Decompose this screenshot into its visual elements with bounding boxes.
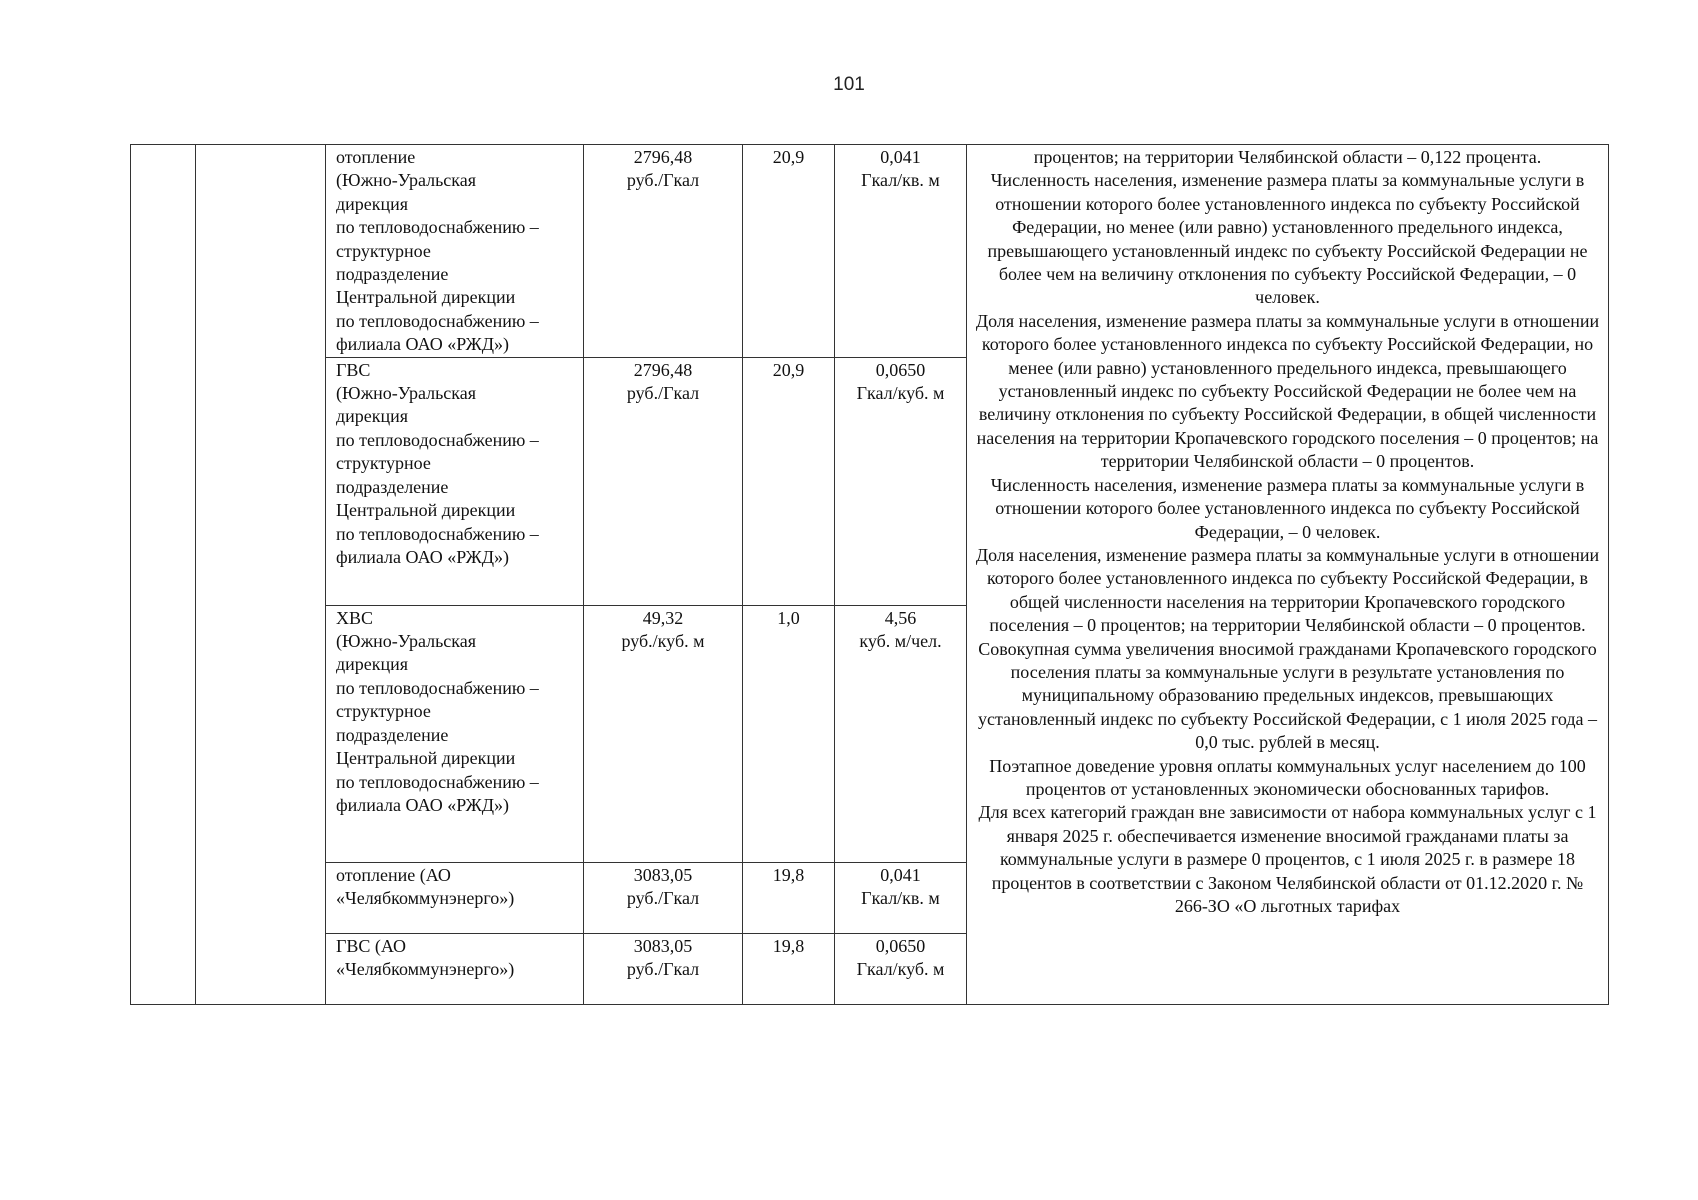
norm-cell: 0,041 Гкал/кв. м <box>835 145 967 358</box>
tariff-table <box>130 144 1609 1005</box>
note-paragraph: Доля населения, изменение размера платы за коммунальные услуги в отношении которого более установленного индекса по субъекту Российской Федерации, но менее (или равно) установленного предельного индекса, превышающего установленный индекс по субъекту Российской Федерации не более чем на величину отклонения по субъекту Российской Федерации, в общей численности населения на территории Кропачевского городского поселения – 0 процентов; на территории Челябинской области – 0 процентов. <box>975 310 1600 472</box>
municipality-cell <box>196 145 326 1005</box>
growth-cell: 19,8 <box>743 862 835 933</box>
norm-cell: 0,041 Гкал/кв. м <box>835 862 967 933</box>
table-row <box>131 145 1609 358</box>
growth-cell: 19,8 <box>743 933 835 1004</box>
tariff-cell: 49,32 руб./куб. м <box>584 605 743 862</box>
tariff-cell: 2796,48 руб./Гкал <box>584 357 743 605</box>
growth-cell: 20,9 <box>743 357 835 605</box>
service-name-cell: ГВС (АО «Челябкоммунэнерго») <box>326 933 584 1004</box>
growth-cell: 20,9 <box>743 145 835 358</box>
note-paragraph: процентов; на территории Челябинской области – 0,122 процента. <box>1033 147 1542 167</box>
growth-cell: 1,0 <box>743 605 835 862</box>
page-number: 101 <box>833 74 865 95</box>
note-paragraph: Численность населения, изменение размера платы за коммунальные услуги в отношении которого более установленного индекса по субъекту Российской Федерации, – 0 человек. <box>990 474 1585 542</box>
note-paragraph: Поэтапное доведение уровня оплаты коммунальных услуг населением до 100 процентов от установленных экономически обоснованных тарифов. <box>989 755 1586 799</box>
service-name-cell: ГВС (Южно-Уральская дирекция по тепловодоснабжению – структурное подразделение Центральной дирекции по тепловодоснабжению – филиала ОАО «РЖД») <box>326 357 584 605</box>
note-paragraph: Численность населения, изменение размера платы за коммунальные услуги в отношении которого более установленного индекса по субъекту Российской Федерации, но менее (или равно) установленного предельного индекса, превышающего установленный индекс по субъекту Российской Федерации не более чем на величину отклонения по субъекту Российской Федерации, – 0 человек. <box>987 170 1588 308</box>
tariff-cell: 2796,48 руб./Гкал <box>584 145 743 358</box>
norm-cell: 0,0650 Гкал/куб. м <box>835 933 967 1004</box>
norm-cell: 0,0650 Гкал/куб. м <box>835 357 967 605</box>
note-paragraph: Для всех категорий граждан вне зависимости от набора коммунальных услуг с 1 января 2025 г. обеспечивается изменение вносимой гражданами платы за коммунальные услуги в размере 0 процентов, с 1 июля 2025 г. в размере 18 процентов в соответствии с Законом Челябинской области от 01.12.2020 г. № 266-ЗО «О льготных тарифах <box>978 802 1597 916</box>
note-paragraph: Доля населения, изменение размера платы за коммунальные услуги в отношении которого более установленного индекса по субъекту Российской Федерации, в общей численности населения на территории Кропачевского городского поселения – 0 процентов; на территории Челябинской области – 0 процентов. <box>975 544 1600 636</box>
tariff-cell: 3083,05 руб./Гкал <box>584 862 743 933</box>
service-name-cell: отопление (АО «Челябкоммунэнерго») <box>326 862 584 933</box>
notes-cell <box>967 145 1609 1005</box>
tariff-cell: 3083,05 руб./Гкал <box>584 933 743 1004</box>
service-name-cell: отопление (Южно-Уральская дирекция по тепловодоснабжению – структурное подразделение Центральной дирекции по тепловодоснабжению – филиала ОАО «РЖД») <box>326 145 584 358</box>
service-name-cell: ХВС (Южно-Уральская дирекция по тепловодоснабжению – структурное подразделение Центральной дирекции по тепловодоснабжению – филиала ОАО «РЖД») <box>326 605 584 862</box>
note-paragraph: Совокупная сумма увеличения вносимой гражданами Кропачевского городского поселения платы за коммунальные услуги в результате установления по муниципальному образованию предельных индексов, превышающих установленный индекс по субъекту Российской Федерации, с 1 июля 2025 года – 0,0 тыс. рублей в месяц. <box>977 638 1598 753</box>
row-number-cell <box>131 145 196 1005</box>
norm-cell: 4,56 куб. м/чел. <box>835 605 967 862</box>
